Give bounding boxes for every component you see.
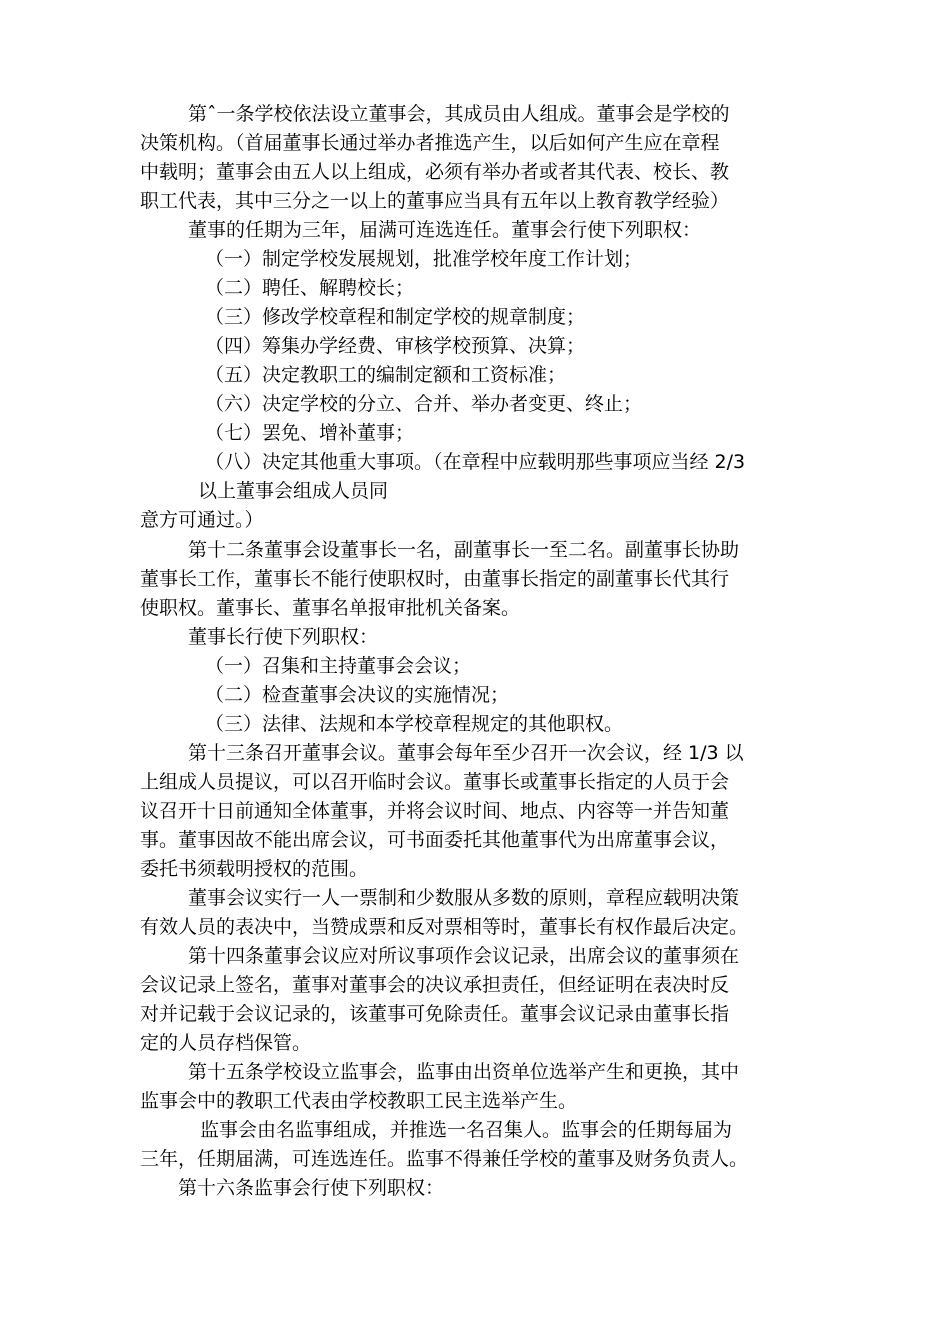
text-line: 董事的任期为三年，届满可连选连任。董事会行使下列职权： <box>188 219 702 241</box>
text-line: 第十二条董事会设董事长一名，副董事长一至二名。副董事长协助 <box>188 539 740 561</box>
text-line: 监事会中的教职工代表由学校教职工民主选举产生。 <box>140 1090 578 1112</box>
text-line: 董事长工作，董事长不能行使职权时，由董事长指定的副董事长代其行 <box>140 568 730 590</box>
text-line: 上组成人员提议，可以召开临时会议。董事长或董事长指定的人员于会 <box>140 771 730 793</box>
text-line: 以上董事会组成人员同 <box>198 480 389 502</box>
list-item: （一）召集和主持董事会会议； <box>205 655 472 677</box>
list-item: （六）决定学校的分立、合并、举办者变更、终止； <box>205 393 643 415</box>
text-line: 董事会议实行一人一票制和少数服从多数的原则，章程应载明决策 <box>188 887 740 909</box>
list-item: （二）检查董事会决议的实施情况； <box>205 684 510 706</box>
text-line: 会议记录上签名，董事对董事会的决议承担责任，但经证明在表决时反 <box>140 974 730 996</box>
text-line: 第十六条监事会行使下列职权： <box>178 1177 445 1199</box>
text-line: 三年，任期届满，可连选连任。监事不得兼任学校的董事及财务负责人。 <box>140 1148 749 1170</box>
list-item: （五）决定教职工的编制定额和工资标准； <box>205 364 567 386</box>
text-line: 定的人员存档保管。 <box>140 1032 312 1054</box>
text-line: 委托书须载明授权的范围。 <box>140 858 369 880</box>
list-item: （三）修改学校章程和制定学校的规章制度； <box>205 306 586 328</box>
list-item: （四）筹集办学经费、审核学校预算、决算； <box>205 335 586 357</box>
text-line: 决策机构。（首届董事长通过举办者推选产生，以后如何产生应在章程 <box>140 132 720 154</box>
text-line: 职工代表，其中三分之一以上的董事应当具有五年以上教育教学经验） <box>140 190 730 212</box>
text-line: 监事会由名监事组成，并推选一名召集人。监事会的任期每届为 <box>200 1119 733 1141</box>
text-line: 意方可通过。） <box>140 509 264 531</box>
list-item: （一）制定学校发展规划，批准学校年度工作计划； <box>205 248 643 270</box>
text-line: 事。董事因故不能出席会议，可书面委托其他董事代为出席董事会议， <box>140 829 730 851</box>
list-item: （八）决定其他重大事项。（在章程中应载明那些事项应当经 2/3 <box>205 451 746 473</box>
list-item: （三）法律、法规和本学校章程规定的其他职权。 <box>205 713 624 735</box>
text-line: 有效人员的表决中，当赞成票和反对票相等时，董事长有权作最后决定。 <box>140 916 749 938</box>
text-line: 中载明；董事会由五人以上组成，必须有举办者或者其代表、校长、教 <box>140 161 730 183</box>
list-item: （七）罢免、增补董事； <box>205 422 415 444</box>
text-line: 第ˆ一条学校依法设立董事会，其成员由人组成。董事会是学校的 <box>188 103 730 125</box>
list-item: （二）聘任、解聘校长； <box>205 277 415 299</box>
text-line: 议召开十日前通知全体董事，并将会议时间、地点、内容等一并告知董 <box>140 800 730 822</box>
text-line: 第十三条召开董事会议。董事会每年至少召开一次会议，经 1/3 以 <box>188 742 744 764</box>
text-line: 第十四条董事会议应对所议事项作会议记录，出席会议的董事须在 <box>188 945 740 967</box>
text-line: 使职权。董事长、董事名单报审批机关备案。 <box>140 597 521 619</box>
text-line: 董事长行使下列职权： <box>188 626 379 648</box>
text-line: 第十五条学校设立监事会，监事由出资单位选举产生和更换，其中 <box>188 1061 740 1083</box>
text-line: 对并记载于会议记录的，该董事可免除责任。董事会议记录由董事长指 <box>140 1003 730 1025</box>
